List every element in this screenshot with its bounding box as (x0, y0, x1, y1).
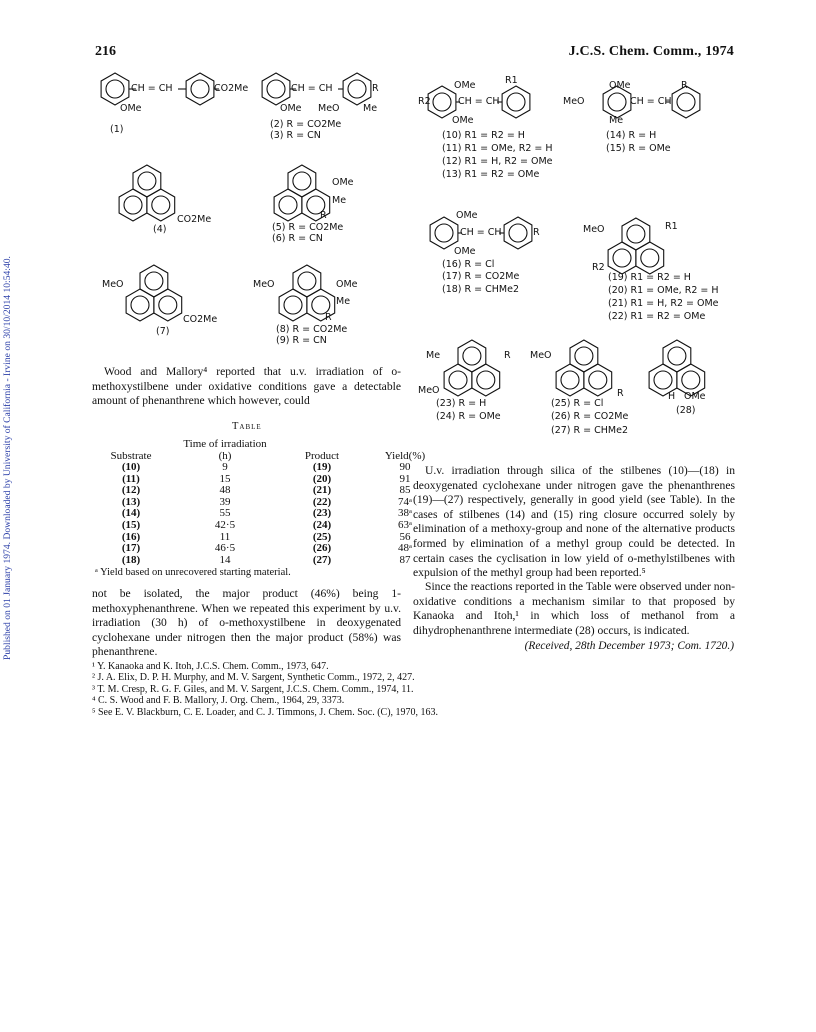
cell-product: (24) (312, 518, 332, 531)
reference-2: ² J. A. Elix, D. P. H. Murphy, and M. V. Sargent, Synthetic Comm., 1972, 2, 427. (92, 672, 415, 684)
s10-caption-b: (11) R1 = OMe, R2 = H (442, 143, 553, 154)
s28-ome: OMe (684, 391, 706, 402)
s14-caption-b: (15) R = OMe (606, 143, 671, 154)
cell-yield: 48ᵃ (397, 542, 412, 555)
s16-caption-b: (17) R = CO2Me (442, 271, 520, 282)
s4-ester: CO2Me (177, 214, 212, 225)
cell-product: (25) (312, 530, 332, 543)
cell-time: 42·5 (214, 518, 236, 531)
structure-28 (649, 340, 705, 396)
cell-product: (27) (312, 553, 332, 566)
cell-time: 55 (219, 507, 231, 520)
s16-r: R (533, 227, 540, 238)
s25-caption-b: (26) R = CO2Me (551, 411, 629, 422)
cell-substrate: (18) (121, 553, 141, 566)
s14-caption-a: (14) R = H (606, 130, 657, 141)
structure-4 (119, 165, 175, 221)
s8-meo: MeO (253, 279, 275, 290)
s16-ome-bottom: OMe (454, 246, 476, 257)
s1-ester: CO2Me (214, 83, 249, 94)
s7-ester: CO2Me (183, 314, 218, 325)
s19-caption-b: (20) R1 = OMe, R2 = H (608, 285, 719, 296)
cell-yield: 74ᵃ (397, 495, 412, 508)
s25-caption-a: (25) R = Cl (551, 398, 604, 409)
s2-ome: OMe (280, 103, 302, 114)
structure-25 (556, 340, 612, 396)
s10-r1: R1 (505, 75, 518, 86)
s10-caption-c: (12) R1 = H, R2 = OMe (442, 156, 553, 167)
references (92, 661, 438, 718)
yield-table (92, 438, 446, 566)
table-row (92, 543, 446, 555)
cell-substrate: (10) (121, 461, 141, 473)
s8-r: R (325, 312, 332, 323)
cell-substrate: (16) (121, 530, 141, 543)
s16-caption-c: (18) R = CHMe2 (442, 284, 519, 295)
s2-caption-a: (2) R = CO2Me (270, 119, 342, 130)
s8-ome: OMe (336, 279, 358, 290)
s14-ome: OMe (609, 80, 631, 91)
cell-substrate: (12) (121, 484, 141, 497)
s5-ome: OMe (332, 177, 354, 188)
table-row (92, 520, 446, 532)
s19-r2: R2 (592, 262, 605, 273)
s1-caption: (1) (110, 124, 124, 135)
s25-caption-c: (27) R = CHMe2 (551, 425, 628, 436)
cell-yield: 91 (399, 472, 411, 485)
cell-product: (22) (312, 495, 332, 508)
table-title: Table (232, 421, 262, 432)
s10-ome-bottom: OMe (452, 115, 474, 126)
s23-me: Me (426, 350, 441, 361)
reference-1: ¹ Y. Kanaoka and K. Itoh, J.C.S. Chem. Comm., 1973, 647. (92, 661, 329, 672)
reference-3: ³ T. M. Cresp, R. G. F. Giles, and M. V. Sargent, J.C.S. Chem. Comm., 1974, 11. (92, 683, 414, 695)
s14-vinyl: CH = CH (630, 96, 672, 107)
s7-meo: MeO (102, 279, 124, 290)
cell-time: 46·5 (214, 542, 236, 555)
col-product: Product (304, 450, 340, 462)
s10-vinyl: CH = CH (458, 96, 500, 107)
table-row (92, 497, 446, 509)
right-paragraph-2: Since the reactions reported in the Table were observed under non-oxidative conditions a mechanism similar to that proposed by Kanaoka and Itoh,¹ in which loss of methanol from a dihydrophenanthrene intermediate (28) occurs, is indicated. (413, 580, 735, 637)
s16-ome-top: OMe (456, 210, 478, 221)
reference-4: ⁴ C. S. Wood and F. B. Mallory, J. Org. Chem., 1964, 29, 3373. (92, 695, 345, 707)
table-row (92, 462, 446, 474)
s28-h: H (668, 391, 676, 402)
s2-meo: MeO (318, 103, 340, 114)
cell-substrate: (17) (121, 542, 141, 555)
table-row (92, 532, 446, 544)
s25-meo: MeO (530, 350, 552, 361)
s10-caption-d: (13) R1 = R2 = OMe (442, 169, 540, 180)
cell-substrate: (11) (122, 472, 140, 485)
table-row (92, 474, 446, 486)
s2-me: Me (363, 103, 378, 114)
col-yield: Yield(%) (384, 450, 426, 462)
cell-product: (19) (312, 461, 332, 473)
cell-product: (20) (312, 472, 332, 485)
cell-substrate: (13) (121, 495, 141, 508)
s1-ome: OMe (120, 103, 142, 114)
cell-time: 15 (219, 472, 231, 485)
structure-7 (126, 265, 182, 321)
cell-time: 9 (222, 461, 228, 473)
cell-yield: 38ᵃ (397, 507, 412, 520)
cell-time: 48 (219, 484, 231, 497)
table-row (92, 555, 446, 567)
table-row (92, 508, 446, 520)
col-substrate: Substrate (110, 450, 152, 462)
s23-meo: MeO (418, 385, 440, 396)
s16-vinyl: CH = CH (460, 227, 502, 238)
s28-caption: (28) (676, 405, 696, 416)
s5-me: Me (332, 195, 347, 206)
cell-yield: 87 (399, 553, 411, 566)
cell-product: (21) (312, 484, 332, 497)
s10-caption-a: (10) R1 = R2 = H (442, 130, 525, 141)
s16-caption-a: (16) R = Cl (442, 259, 495, 270)
s8-caption-b: (9) R = CN (276, 335, 327, 346)
s5-caption-a: (5) R = CO2Me (272, 222, 344, 233)
s19-r1: R1 (665, 221, 678, 232)
s4-caption: (4) (153, 224, 167, 235)
table-row (92, 485, 446, 497)
s2-vinyl: CH = CH (291, 83, 333, 94)
s5-r: R (320, 210, 327, 221)
s25-r: R (617, 388, 624, 399)
s23-caption-b: (24) R = OMe (436, 411, 501, 422)
table-footnote: ᵃ Yield based on unrecovered starting material. (95, 567, 291, 578)
cell-product: (23) (312, 507, 332, 520)
s8-me: Me (336, 296, 351, 307)
journal-header: J.C.S. Chem. Comm., 1974 (568, 44, 734, 59)
structure-19 (608, 218, 664, 274)
col-time: Time of irradiation (h) (183, 438, 267, 462)
download-notice: Published on 01 January 1974. Downloaded by University of California - Irvine on 30/10/2014 10:54:40. (2, 256, 13, 660)
s7-caption: (7) (156, 326, 170, 337)
s23-caption-a: (23) R = H (436, 398, 487, 409)
s5-caption-b: (6) R = CN (272, 233, 323, 244)
cell-yield: 56 (399, 530, 411, 543)
s19-caption-d: (22) R1 = R2 = OMe (608, 311, 706, 322)
s14-me: Me (609, 115, 624, 126)
cell-yield: 85 (399, 484, 411, 497)
cell-yield: 63ᵃ (397, 518, 412, 531)
received-date: (Received, 28th December 1973; Com. 1720.) (524, 640, 734, 652)
s1-vinyl: CH = CH (131, 83, 173, 94)
s14-meo: MeO (563, 96, 585, 107)
s8-caption-a: (8) R = CO2Me (276, 324, 348, 335)
left-intro-paragraph: Wood and Mallory⁴ reported that u.v. irradiation of o-methoxystilbene under oxidative conditions gave a detectable amount of phenanthrene which however, could (92, 365, 401, 408)
cell-yield: 90 (399, 461, 411, 473)
reference-5: ⁵ See E. V. Blackburn, C. E. Loader, and C. J. Timmons, J. Chem. Soc. (C), 1970, 163. (92, 706, 439, 718)
cell-time: 39 (219, 495, 231, 508)
cell-time: 11 (219, 530, 231, 543)
cell-substrate: (14) (121, 507, 141, 520)
s10-r2: R2 (418, 96, 431, 107)
cell-product: (26) (312, 542, 332, 555)
s19-meo: MeO (583, 224, 605, 235)
cell-time: 14 (219, 553, 231, 566)
s2-caption-b: (3) R = CN (270, 130, 321, 141)
s19-caption-a: (19) R1 = R2 = H (608, 272, 691, 283)
s2-r: R (372, 83, 379, 94)
s10-ome-top: OMe (454, 80, 476, 91)
s19-caption-c: (21) R1 = H, R2 = OMe (608, 298, 719, 309)
structure-23 (444, 340, 500, 396)
left-continued-paragraph: not be isolated, the major product (46%) being 1-methoxyphenanthrene. When we repeated this experiment by u.v. irradiation (30 h) of o-methoxystilbene in deoxygenated cyclohexane under nitrogen then the major product (58%) was phenanthrene. (92, 587, 401, 659)
right-paragraph-1: U.v. irradiation through silica of the stilbenes (10)—(18) in deoxygenated cyclohexane under nitrogen gave the phenanthrenes (19)—(27) respectively, generally in good yield (see Table). In the cases of stilbenes (14) and (15) ring closure occurred solely by elimination of a methoxy-group and none of the alternative products formed by elimination of a methyl group could be detected. In certain cases the cyclisation in low yield of o-methylstilbenes with expulsion of the methyl group had been reported.⁵ (413, 464, 735, 580)
cell-substrate: (15) (121, 518, 141, 531)
s23-r: R (504, 350, 511, 361)
page-number: 216 (95, 44, 116, 59)
s14-r: R (681, 80, 688, 91)
